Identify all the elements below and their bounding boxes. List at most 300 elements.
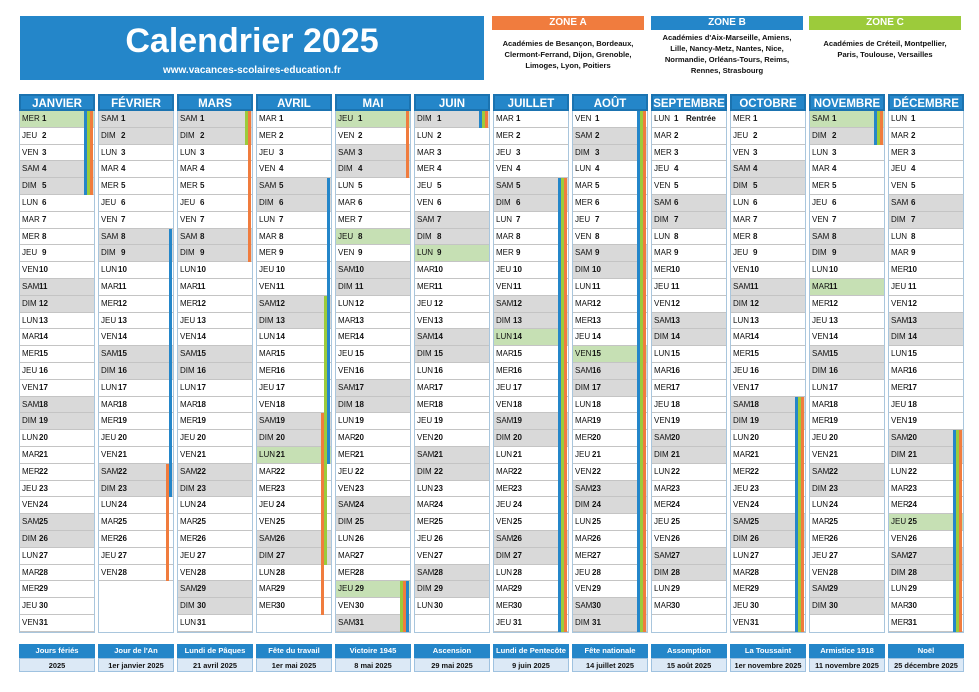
day-number: 31: [513, 618, 522, 627]
day-number: 31: [197, 618, 206, 627]
day-number: 12: [118, 298, 127, 308]
day-name: MAR: [891, 483, 909, 493]
day-row: [731, 497, 805, 514]
day-row: [415, 598, 489, 615]
day-number: 5: [911, 181, 916, 191]
day-name: MER: [417, 164, 435, 174]
day-number: 29: [513, 584, 522, 594]
day-name: JEU: [259, 147, 275, 157]
day-name: MER: [338, 332, 356, 342]
day-number: 5: [595, 181, 600, 191]
day-number: 19: [513, 416, 522, 426]
day-row: [573, 481, 647, 498]
day-number: 20: [513, 433, 522, 443]
day-name: MER: [733, 466, 751, 476]
day-name: SAM: [654, 198, 672, 207]
day-row: [889, 430, 963, 447]
day-name: JEU: [891, 399, 907, 409]
day-name: LUN: [180, 618, 197, 627]
day-row: [494, 346, 568, 363]
day-number: 28: [513, 567, 522, 577]
vacation-bar: [327, 178, 330, 464]
day-row: [810, 145, 884, 162]
day-row: [652, 128, 726, 145]
day-number: 9: [279, 248, 284, 258]
vacation-bar: [166, 464, 169, 582]
day-name: JEU: [101, 433, 117, 443]
day-row: [99, 363, 173, 380]
day-number: 8: [358, 231, 363, 241]
day-number: 24: [118, 500, 127, 510]
day-number: 3: [279, 147, 284, 157]
day-name: LUN: [338, 181, 355, 191]
day-number: 12: [513, 298, 522, 308]
day-name: LUN: [891, 231, 908, 241]
day-name: JEU: [338, 231, 354, 241]
day-name: DIM: [417, 231, 432, 241]
day-row: [336, 430, 410, 447]
day-number: 28: [750, 567, 759, 577]
day-name: SAM: [338, 265, 356, 275]
day-number: 18: [908, 399, 917, 409]
day-row: [178, 212, 252, 229]
day-row: [810, 229, 884, 246]
day-row: [257, 514, 331, 531]
zone-label: ZONE A: [492, 16, 644, 30]
day-name: MER: [812, 181, 830, 191]
day-name: DIM: [259, 198, 274, 207]
holiday-cell: [177, 644, 253, 674]
day-number: 7: [358, 214, 363, 224]
day-number: 23: [276, 483, 285, 493]
holiday-date: 8 mai 2025: [335, 658, 411, 672]
vacation-bar: [406, 581, 409, 631]
day-name: MAR: [812, 282, 830, 291]
day-row: [889, 548, 963, 565]
day-number: 26: [671, 534, 680, 543]
month-4: [256, 94, 332, 633]
day-number: 29: [592, 584, 601, 594]
day-name: DIM: [654, 332, 669, 342]
day-number: 28: [276, 567, 285, 577]
day-row: [257, 111, 331, 128]
day-row: [573, 128, 647, 145]
day-number: 9: [911, 248, 916, 258]
day-name: SAM: [812, 114, 830, 123]
day-name: SAM: [338, 382, 356, 392]
day-name: JEU: [654, 164, 670, 174]
day-number: 5: [753, 181, 758, 191]
zone-academies: [492, 30, 644, 71]
day-row: [20, 598, 94, 615]
day-row: [415, 245, 489, 262]
day-name: MER: [338, 567, 356, 577]
day-row: [257, 531, 331, 548]
day-row: [178, 397, 252, 414]
day-number: 4: [753, 164, 758, 174]
day-name: MER: [654, 382, 672, 392]
day-name: SAM: [812, 584, 830, 594]
day-number: 9: [358, 248, 363, 258]
day-number: 21: [829, 450, 838, 459]
day-number: 23: [39, 483, 48, 493]
day-number: 1: [358, 114, 363, 123]
day-name: MER: [654, 265, 672, 275]
day-name: DIM: [575, 265, 590, 275]
day-number: 5: [674, 181, 679, 191]
day-number: 27: [39, 550, 48, 560]
day-name: DIM: [575, 382, 590, 392]
day-row: [652, 346, 726, 363]
day-number: 11: [355, 282, 364, 291]
day-number: 10: [434, 265, 443, 275]
day-row: [731, 346, 805, 363]
day-name: JEU: [259, 265, 275, 275]
day-number: 1: [674, 114, 679, 123]
day-number: 14: [750, 332, 759, 342]
day-row: [20, 363, 94, 380]
day-number: 1: [437, 114, 442, 123]
day-row: [178, 430, 252, 447]
day-name: MAR: [417, 382, 435, 392]
day-row: [415, 397, 489, 414]
month-days: [572, 111, 648, 633]
day-number: 15: [829, 349, 838, 359]
day-row: [573, 178, 647, 195]
day-row: [889, 279, 963, 296]
day-number: 8: [674, 231, 679, 241]
day-row: [652, 212, 726, 229]
day-name: MER: [259, 601, 277, 611]
day-row: [257, 447, 331, 464]
day-name: MER: [180, 416, 198, 426]
day-name: MER: [101, 181, 119, 191]
day-number: 18: [592, 399, 601, 409]
day-name: SAM: [812, 349, 830, 359]
day-number: 10: [908, 265, 917, 275]
day-name: SAM: [575, 130, 593, 140]
holiday-cell: [335, 644, 411, 674]
day-name: DIM: [496, 550, 511, 560]
day-name: MER: [417, 517, 435, 527]
day-name: VEN: [22, 500, 39, 510]
day-name: MER: [22, 114, 40, 123]
day-number: 25: [592, 517, 601, 527]
day-name: DIM: [575, 147, 590, 157]
day-number: 9: [516, 248, 521, 258]
holiday-name: Assomption: [651, 644, 727, 658]
vacation-bar: [482, 111, 485, 128]
day-number: 6: [674, 198, 679, 207]
day-number: 2: [42, 130, 47, 140]
day-row: [99, 380, 173, 397]
day-number: 3: [42, 147, 47, 157]
day-number: 23: [513, 483, 522, 493]
day-number: 26: [592, 534, 601, 543]
day-number: 23: [750, 483, 759, 493]
day-row: [652, 380, 726, 397]
day-row: [731, 212, 805, 229]
holiday-cell: [19, 644, 95, 674]
day-name: MAR: [22, 567, 40, 577]
day-note: Rentrée: [686, 114, 716, 123]
day-name: DIM: [338, 399, 353, 409]
day-name: DIM: [654, 450, 669, 459]
day-row: [810, 581, 884, 598]
zone-label: ZONE C: [809, 16, 961, 30]
day-row: [810, 464, 884, 481]
day-row: [731, 380, 805, 397]
day-name: MAR: [891, 366, 909, 375]
day-name: LUN: [654, 466, 671, 476]
day-name: VEN: [575, 466, 592, 476]
day-name: MER: [733, 584, 751, 594]
day-name: LUN: [496, 332, 513, 342]
day-row: [731, 397, 805, 414]
day-number: 4: [200, 164, 205, 174]
day-number: 23: [592, 483, 601, 493]
day-name: VEN: [812, 450, 829, 459]
day-name: MER: [891, 147, 909, 157]
day-name: MER: [733, 114, 751, 123]
day-row: [99, 279, 173, 296]
day-row: [573, 262, 647, 279]
day-name: SAM: [654, 315, 672, 325]
day-name: SAM: [812, 231, 830, 241]
day-row: [889, 447, 963, 464]
day-name: LUN: [180, 265, 197, 275]
day-row: [889, 195, 963, 212]
day-number: 17: [592, 382, 601, 392]
day-name: VEN: [733, 382, 750, 392]
month-5: [335, 94, 411, 633]
day-name: VEN: [338, 366, 355, 375]
day-name: SAM: [338, 618, 356, 627]
day-row: [20, 212, 94, 229]
day-name: VEN: [812, 214, 829, 224]
day-number: 11: [197, 282, 206, 291]
day-number: 26: [908, 534, 917, 543]
holiday-date: 2025: [19, 658, 95, 672]
month-name: FÉVRIER: [98, 94, 174, 111]
holiday-cell: [414, 644, 490, 674]
month-days: [651, 111, 727, 633]
day-name: LUN: [180, 500, 197, 510]
day-row: [257, 212, 331, 229]
day-number: 10: [592, 265, 601, 275]
zone-line: Académies de Créteil, Montpellier,: [823, 39, 947, 48]
holiday-name: Jours fériés: [19, 644, 95, 658]
day-row: [652, 329, 726, 346]
day-number: 26: [276, 534, 285, 543]
day-name: MAR: [496, 466, 514, 476]
day-name: MAR: [22, 450, 40, 459]
day-row: [178, 195, 252, 212]
day-number: 14: [118, 332, 127, 342]
day-name: JEU: [654, 517, 670, 527]
day-row: [178, 497, 252, 514]
day-row: [99, 430, 173, 447]
day-name: DIM: [417, 466, 432, 476]
day-row: [652, 397, 726, 414]
day-row: [415, 178, 489, 195]
day-number: 12: [276, 298, 285, 308]
day-number: 20: [39, 433, 48, 443]
day-number: 22: [829, 466, 838, 476]
day-name: LUN: [575, 164, 592, 174]
day-row: [573, 229, 647, 246]
day-row: [20, 430, 94, 447]
day-row: [257, 195, 331, 212]
day-number: 2: [753, 130, 758, 140]
day-number: 26: [197, 534, 206, 543]
day-name: DIM: [22, 416, 37, 426]
day-name: MAR: [654, 601, 672, 611]
day-number: 4: [674, 164, 679, 174]
day-name: LUN: [496, 450, 513, 459]
day-number: 4: [516, 164, 521, 174]
day-row: [99, 329, 173, 346]
day-name: VEN: [654, 416, 671, 426]
day-number: 6: [279, 198, 284, 207]
day-number: 19: [276, 416, 285, 426]
day-name: VEN: [812, 332, 829, 342]
day-number: 9: [437, 248, 442, 258]
day-number: 12: [355, 298, 364, 308]
day-number: 31: [908, 618, 917, 627]
day-row: [415, 128, 489, 145]
day-number: 3: [121, 147, 126, 157]
day-name: DIM: [22, 181, 37, 191]
day-row: [415, 430, 489, 447]
day-number: 15: [39, 349, 48, 359]
day-name: VEN: [259, 164, 276, 174]
day-number: 3: [832, 147, 837, 157]
day-row: [415, 548, 489, 565]
day-row: [99, 497, 173, 514]
day-name: DIM: [733, 181, 748, 191]
holiday-date: 25 décembre 2025: [888, 658, 964, 672]
day-row: [336, 581, 410, 598]
day-name: MER: [259, 483, 277, 493]
day-number: 30: [197, 601, 206, 611]
day-name: MAR: [101, 399, 119, 409]
day-row: [336, 363, 410, 380]
day-name: VEN: [338, 483, 355, 493]
day-number: 11: [39, 282, 48, 291]
day-row: [257, 296, 331, 313]
vacation-bar: [479, 111, 482, 128]
day-row: [573, 531, 647, 548]
day-number: 20: [276, 433, 285, 443]
day-name: SAM: [733, 164, 751, 174]
day-name: DIM: [654, 567, 669, 577]
day-name: JEU: [22, 601, 38, 611]
day-row: [415, 313, 489, 330]
day-name: MAR: [496, 114, 514, 123]
day-number: 16: [750, 366, 759, 375]
day-row: [336, 329, 410, 346]
day-row: [336, 178, 410, 195]
day-number: 27: [513, 550, 522, 560]
day-number: 27: [276, 550, 285, 560]
day-number: 13: [592, 315, 601, 325]
day-number: 1: [279, 114, 284, 123]
day-name: SAM: [417, 567, 435, 577]
day-row: [257, 245, 331, 262]
day-row: [257, 145, 331, 162]
day-number: 21: [434, 450, 443, 459]
day-name: SAM: [496, 416, 514, 426]
day-row: [20, 111, 94, 128]
day-name: MER: [259, 366, 277, 375]
day-number: 23: [829, 483, 838, 493]
day-name: MER: [101, 416, 119, 426]
day-name: MAR: [654, 366, 672, 375]
day-name: MER: [338, 450, 356, 459]
day-number: 20: [434, 433, 443, 443]
month-name: NOVEMBRE: [809, 94, 885, 111]
day-number: 29: [750, 584, 759, 594]
day-number: 2: [516, 130, 521, 140]
day-number: 15: [197, 349, 206, 359]
day-name: LUN: [22, 315, 39, 325]
day-number: 14: [276, 332, 285, 342]
day-row: [257, 565, 331, 582]
day-row: [178, 380, 252, 397]
day-number: 10: [750, 265, 759, 275]
day-row: [889, 245, 963, 262]
day-number: 14: [197, 332, 206, 342]
vacation-bar: [874, 111, 877, 145]
day-number: 15: [908, 349, 917, 359]
day-number: 14: [592, 332, 601, 342]
day-name: LUN: [496, 214, 513, 224]
day-name: VEN: [575, 114, 592, 123]
day-row: [889, 128, 963, 145]
zone-3: [809, 16, 961, 80]
day-row: [257, 430, 331, 447]
day-name: DIM: [812, 483, 827, 493]
vacation-bar: [406, 111, 409, 178]
day-number: 10: [197, 265, 206, 275]
day-number: 11: [118, 282, 127, 291]
day-row: [810, 565, 884, 582]
day-name: LUN: [259, 332, 276, 342]
day-name: MAR: [812, 399, 830, 409]
day-number: 19: [118, 416, 127, 426]
day-number: 7: [437, 214, 442, 224]
day-name: MER: [812, 298, 830, 308]
day-number: 23: [355, 483, 364, 493]
day-row: [652, 145, 726, 162]
day-number: 27: [592, 550, 601, 560]
day-row: [99, 413, 173, 430]
day-number: 24: [592, 500, 601, 510]
day-name: DIM: [22, 534, 37, 543]
day-row: [336, 598, 410, 615]
day-name: SAM: [259, 298, 277, 308]
day-number: 8: [832, 231, 837, 241]
website-label: www.vacances-scolaires-education.fr: [162, 65, 342, 76]
day-row: [20, 481, 94, 498]
day-name: MER: [417, 399, 435, 409]
day-number: 6: [516, 198, 521, 207]
day-name: JEU: [496, 382, 512, 392]
month-days: [335, 111, 411, 633]
day-row: [731, 161, 805, 178]
day-name: DIM: [259, 433, 274, 443]
